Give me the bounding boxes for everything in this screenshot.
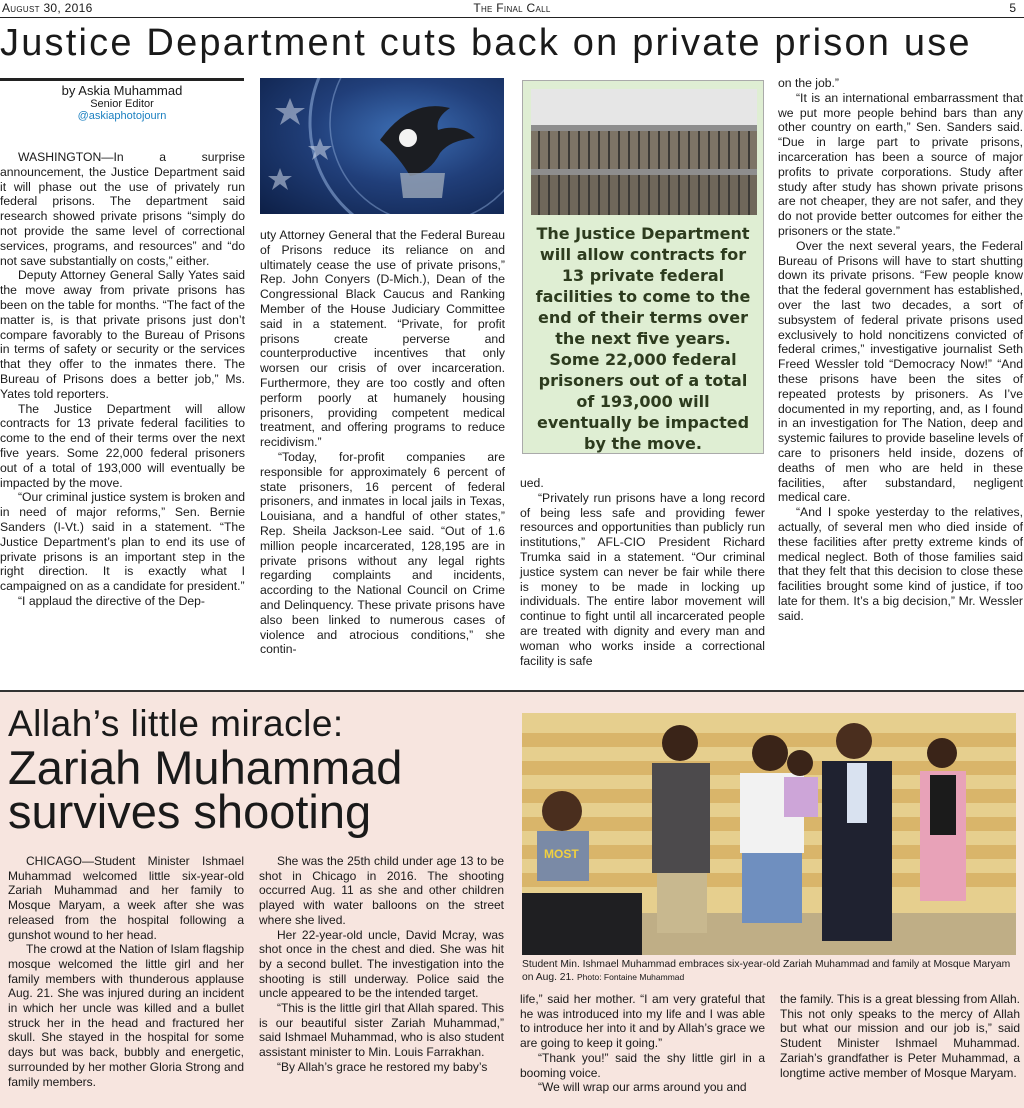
- pull-quote-text: The Justice Department will allow contracts for 13 private federal facilities to come to the end of their terms over the next five years. Some 22,000 federal prisoners out of a total of 193,000 will eventually be impacted by the move.: [535, 224, 751, 453]
- byline: [0, 83, 244, 122]
- prison-cells-photo: [531, 89, 757, 215]
- paragraph: Her 22-year-old uncle, David Mcray, was shot once in the chest and died. She was hit by a second bullet. The investigation into the shooting is still underway. Police said the uncle appeared to be the intended target.: [259, 927, 504, 1001]
- paragraph: WASHINGTON—In a surprise announcement, the Justice Department said it will phase out the use of privately run federal prisons. The department said research showed private prisons “simply do not provide the same level of correctional services, programs, and resources” and “do not save substantially on costs,” either.: [0, 150, 245, 268]
- paragraph: “And I spoke yesterday to the relatives, actually, of several men who died inside of these facilities after pretty extreme kinds of medical neglect. Both of those families said that they felt that this decision to close these facilities brought some kind of justice, if too late for them. It’s a big decision,” Mr. Wessler said.: [778, 505, 1023, 623]
- paragraph: “By Allah’s grace he restored my baby’s: [277, 1059, 488, 1074]
- caption-text: Student Min. Ishmael Muhammad embraces six-year-old Zariah Muhammad and family at Mosque Maryam on Aug. 21.: [522, 959, 1011, 983]
- paragraph: the family. This is a great blessing from Allah. This not only speaks to the mercy of Allah but what our mission and our job is,” said Student Minister Ishmael Muhammad. Zariah’s grandfather is Peter Muhammad, a longtime active member of Mosque Maryam.: [780, 992, 1020, 1080]
- paragraph: “Privately run prisons have a long record of being less safe and providing fewer resources and opportunities than publicly run institutions,” AFL-CIO President Richard Trumka said in a statement. “Our criminal justice system can never be fair while there is money to be made in locking up individuals. The entire labor movement will continue to fight until all incarcerated people are treated with dignity and every man and woman who works inside a correctional facility is safe: [520, 490, 765, 668]
- article-column-2: [260, 228, 505, 657]
- paragraph: “This is the little girl that Allah spared. This is our beautiful sister Zariah Muhammad,” said Ishmael Muhammad, who is also student assistant minister to Min. Louis Farrakhan.: [259, 1001, 504, 1060]
- page-number: 5: [1009, 1, 1016, 15]
- doj-seal-illustration: [260, 78, 504, 214]
- feature-column-1: [8, 854, 244, 1089]
- paragraph: The crowd at the Nation of Islam flagship mosque welcomed the little girl and her family members with thunderous applause Aug. 21. She was injured during an incident in which her uncle was killed and a bullet struck her in the head and fractured her skull. She stayed in the hospital for some days but was back, bubbly and energetic, surrounded by her mother Gloria Strong and family members.: [8, 942, 244, 1089]
- paragraph: on the job.”: [778, 76, 839, 90]
- byline-handle[interactable]: @askiaphotojourn: [77, 110, 167, 122]
- feature-headline-line-3: survives shooting: [8, 785, 372, 838]
- paragraph: “Our criminal justice system is broken and in need of major reforms,” Sen. Bernie Sanders (I-Vt.) said in a statement. “The Justice Department’s plan to end its use of private prisons is an important step in the right direction. It is exactly what I campaigned on as a candidate for president.”: [0, 490, 245, 594]
- paragraph: “We will wrap our arms around you and: [538, 1080, 747, 1095]
- paragraph: CHICAGO—Student Minister Ishmael Muhammad welcomed little six-year-old Zariah Muhammad and her family to Mosque Maryam, a week after she was released from the hospital following a gunshot wound to her head.: [8, 854, 244, 942]
- paragraph: ued.: [520, 476, 544, 490]
- article-column-3: [520, 476, 765, 668]
- feature-headline-line-2: Zariah Muhammad: [8, 741, 403, 794]
- issue-date: August 30, 2016: [2, 1, 93, 15]
- page-header: [0, 0, 1024, 18]
- article-headline: Justice Department cuts back on private prison use: [0, 22, 972, 64]
- family-photo: [522, 713, 1016, 955]
- paragraph: The Justice Department will allow contracts for 13 private federal facilities to come to the end of their terms over the next five years. Some 22,000 federal prisoners out of a total of 193,000 will eventually be impacted by the move.: [0, 401, 245, 490]
- feature-column-3: [520, 992, 765, 1095]
- paragraph: Over the next several years, the Federal Bureau of Prisons will have to start shutting down its private prisons. “Few people know that the federal government has established, over the last two decades, a sort of subsystem of federal private prisons used exclusively to hold noncitizens convicted of federal crimes,” investigative journalist Seth Freed Wessler told “Democracy Now!” “And these prisons have been the sites of repeated protests by prisoners. As I’ve documented in my reporting, and, as I found in an investigation for The Nation, deep and systemic failures to provide baseline levels of care to prisoners held inside, dozens of deaths of men who are held in these facilities, after substandard, negligent medical care.: [778, 238, 1023, 505]
- paragraph: life,” said her mother. “I am very grateful that he was introduced into my life and I was able to introduce her into it and by Allah’s grace we are going to keep it going.”: [520, 992, 765, 1051]
- paragraph: “Today, for-profit companies are responsible for approximately 6 percent of state prisoners, 16 percent of federal prisoners, and inmates in local jails in Texas, Louisiana, and a handful of other states,” Rep. Sheila Jackson-Lee said. “Out of 1.6 million people incarcerated, 128,195 are in private prisons without any legal rights regarding complaints and incidents, according to the National Council on Crime and Delinquency. These private prisons have also been linked to numerous cases of violence and atrocious conditions,” she contin-: [260, 449, 505, 657]
- article-column-1: [0, 150, 245, 609]
- feature-headline-line-1: Allah’s little miracle:: [8, 703, 344, 744]
- shirt-text: MOST: [544, 847, 579, 861]
- prison-cells-illustration: [531, 89, 757, 215]
- paragraph: She was the 25th child under age 13 to be shot in Chicago in 2016. The shooting occurred Aug. 11 as she and other children played with water balloons on the street where she lived.: [259, 854, 504, 927]
- feature-headline: [8, 702, 508, 838]
- doj-seal-photo: [260, 78, 504, 214]
- paragraph: “Thank you!” said the shy little girl in a booming voice.: [520, 1050, 765, 1080]
- pull-quote-box: [522, 80, 764, 454]
- byline-rule: [0, 78, 244, 81]
- feature-column-2: [259, 854, 504, 1075]
- family-photo-illustration: [522, 713, 1016, 955]
- byline-author: by Askia Muhammad: [61, 83, 183, 98]
- feature-column-4: [780, 992, 1020, 1080]
- paragraph: uty Attorney General that the Federal Bureau of Prisons reduce its reliance on and ultimately cease the use of private prisons,” Rep. John Conyers (D-Mich.), Dean of the Congressional Black Caucus and Ranking Member of the House Judiciary Committee said in a statement. “Private, for profit prisons create perverse and counterproductive incentives that only worsen our crisis of over incarceration. Furthermore, they are too costly and often perform poorly at humanely housing prisoners, providing competent medical treatment, and offering programs to reduce recidivism.”: [260, 228, 505, 450]
- byline-role: Senior Editor: [90, 98, 154, 110]
- paragraph: “I applaud the directive of the Dep-: [18, 593, 205, 608]
- photo-caption: [522, 958, 1022, 984]
- photo-credit: Photo: Fontaine Muhammad: [576, 972, 685, 982]
- paragraph: Deputy Attorney General Sally Yates said the move away from private prisons has been on the table for months. “The fact of the matter is, is that private prisons just don’t compare favorably to the Bureau of Prisons in terms of safety or security or the services that they offer to the inmates there. The Bureau of Prisons does a better job,” Ms. Yates told reporters.: [0, 268, 245, 401]
- paragraph: “It is an international embarrassment that we put more people behind bars than any other country on earth,” Sen. Sanders said. “Due in large part to private prisons, incarceration has been a source of major profits to private corporations. Study after study after study has shown private prisons are not cheaper, they are not safer, and they do not provide better outcomes for either the prisoners or the state.”: [778, 90, 1023, 238]
- publication-name: The Final Call: [473, 1, 551, 15]
- article-column-4: [778, 76, 1023, 623]
